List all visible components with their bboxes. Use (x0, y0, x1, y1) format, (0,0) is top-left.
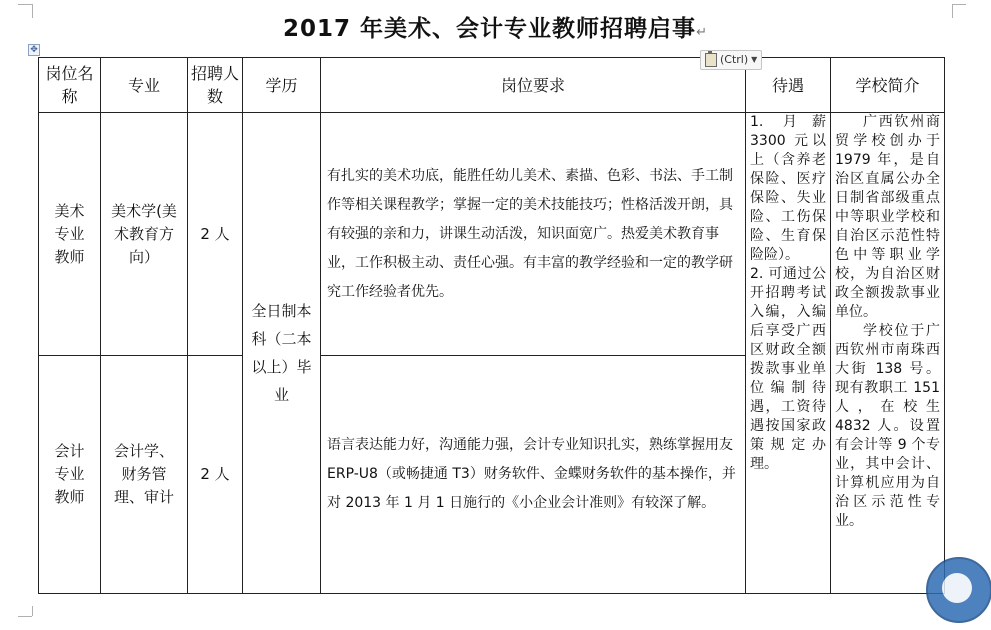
major-cell: 美术学(美术教育方向） (101, 113, 188, 356)
chevron-down-icon: ▼ (751, 55, 758, 64)
paste-options-button[interactable] (700, 50, 762, 70)
requirements-cell: 有扎实的美术功底，能胜任幼儿美术、素描、色彩、书法、手工制作等相关课程教学；掌握一定的美术技能技巧；性格活泼开朗，具有较强的亲和力，讲课生动活泼，知识面宽广。热爱美术教育事业，工作积极主动、责任心强。有丰富的教学经验和一定的教学研究工作经验者优先。 (321, 113, 746, 356)
position-name-cell: 美术专业教师 (39, 113, 101, 356)
major-cell: 会计学、财务管理、审计 (101, 356, 188, 594)
document-title-text: 2017 年美术、会计专业教师招聘启事 (283, 16, 697, 42)
header-school-intro: 学校简介 (831, 58, 945, 113)
page-corner-mark-tr-v (952, 4, 953, 18)
page-corner-mark-tl-v (32, 4, 33, 18)
benefits-cell (746, 113, 831, 594)
header-benefits: 待遇 (746, 58, 831, 113)
school-intro-paragraph: 学校位于广西钦州市南珠西大街 138 号。现有教职工 151 人，在校生 4832 人。设置有会计等 9 个专业，其中会计、计算机应用为自治区示范性专业。 (835, 323, 940, 529)
page-corner-mark-bl-h (18, 616, 32, 617)
hire-count-cell: 2 人 (188, 113, 243, 356)
paragraph-mark-icon: ↵ (696, 25, 708, 40)
document-title (0, 10, 991, 43)
recruitment-table (38, 57, 945, 594)
benefit-item: 1. 月薪3300 元以上（含养老保险、医疗保险、失业险、工伤保险、生育保险险）。 (750, 114, 826, 263)
page-corner-mark-tr-h (952, 4, 966, 5)
header-major: 专业 (101, 58, 188, 113)
header-education: 学历 (243, 58, 321, 113)
school-intro-cell (831, 113, 945, 594)
clipboard-icon (705, 53, 717, 67)
page-corner-mark-bl-v (32, 606, 33, 616)
education-cell: 全日制本科（二本以上）毕业 (243, 113, 321, 594)
paste-options-label: (Ctrl) (720, 53, 749, 66)
page-corner-mark-tl-h (18, 4, 32, 5)
table-row (39, 113, 945, 356)
requirements-cell: 语言表达能力好，沟通能力强，会计专业知识扎实，熟练掌握用友 ERP-U8（或畅捷通 T3）财务软件、金蝶财务软件的基本操作，并对 2013 年 1 月 1 日施行的《小企业会计准则》有较深了解。 (321, 356, 746, 594)
school-intro-paragraph: 广西钦州商贸学校创办于 1979 年，是自治区直属公办全日制省部级重点中等职业学校和自治区示范性特色中等职业学校，为自治区财政全额拨款事业单位。 (835, 114, 940, 320)
header-requirements: 岗位要求 (321, 58, 746, 113)
benefit-item: 2. 可通过公开招聘考试入编，入编后享受广西区财政全额拨款事业单位编制待遇，工资待遇按国家政策规定办理。 (750, 266, 826, 472)
table-header-row (39, 58, 945, 113)
header-hire-count: 招聘人数 (188, 58, 243, 113)
hire-count-cell: 2 人 (188, 356, 243, 594)
table-move-handle-icon[interactable]: ✥ (28, 44, 40, 56)
school-seal-icon (926, 557, 991, 623)
position-name-cell: 会计专业教师 (39, 356, 101, 594)
header-position-name: 岗位名称 (39, 58, 101, 113)
